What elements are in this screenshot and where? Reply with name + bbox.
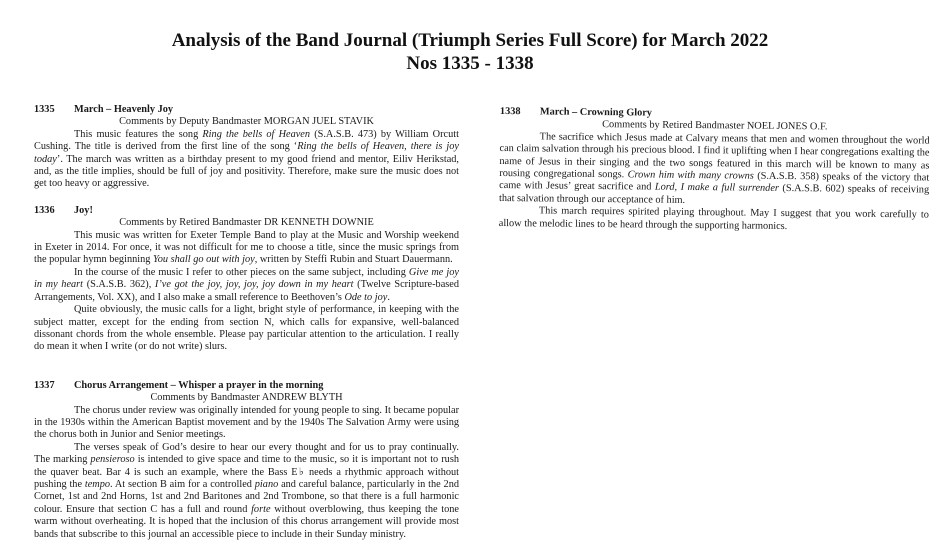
paragraph: The sacrifice which Jesus made at Calvary means that men and women throughout the world can claim salvation through his precious blood. I find it uplifting when I hear congregations exalting the name of Jesus in their singing and the two songs featured in this march will be known to many as rousing congregational songs. Crown him with many crowns (S.A.S.B. 358) speaks of the victory that came with Jesus’ great sacrifice and Lord, I make a full surrender (S.A.S.B. 602) speaks of receiving that salvation through our acceptance of him.: [498, 131, 930, 206]
section-heading: [34, 205, 459, 217]
section-number: 1337: [34, 379, 55, 391]
section-title: Joy!: [74, 204, 93, 216]
section-title: Chorus Arrangement – Whisper a prayer in the morning: [74, 379, 324, 391]
page-subtitle: Nos 1335 - 1338: [406, 53, 534, 74]
byline: Comments by Bandmaster ANDREW BLYTH: [150, 392, 343, 404]
paragraph: In the course of the music I refer to other pieces on the same subject, including Give me joy in my heart (S.A.S.B. 362), I’ve got the joy, joy, joy, joy down in my heart (Twelve Scripture-based Arrangements, Vol. XX), and I also make a small reference to Beethoven’s Ode to joy.: [34, 266, 459, 303]
left-column: [34, 104, 459, 555]
right-column: [499, 106, 930, 249]
section-number: 1338: [499, 106, 521, 118]
section-1336: [34, 205, 459, 354]
section-number: 1336: [34, 204, 55, 216]
section-1338: [499, 106, 930, 235]
paragraph: This march requires spirited playing throughout. May I suggest that you work carefully to allow the melodic lines to be heard through the supporting harmonics.: [498, 205, 929, 232]
section-heading: [34, 104, 459, 116]
section-number: 1335: [34, 104, 55, 115]
section-title: March – Heavenly Joy: [74, 104, 174, 115]
section-1335: [34, 104, 459, 191]
byline: Comments by Retired Bandmaster NOEL JONES O.F.: [602, 119, 828, 133]
section-heading: [34, 380, 459, 392]
paragraph: Quite obviously, the music calls for a light, bright style of performance, in keeping with the subject matter, except for the ending from section N, which calls for expansive, well-balanced dissonant chords from the whole ensemble. Please pay particular attention to the articulation. I really do mean it when I write (or do not write) slurs.: [34, 304, 459, 353]
byline: Comments by Deputy Bandmaster MORGAN JUEL STAVIK: [119, 116, 374, 128]
section-title: March – Crowning Glory: [539, 106, 653, 119]
byline: Comments by Retired Bandmaster DR KENNETH DOWNIE: [119, 217, 374, 229]
paragraph: The chorus under review was originally intended for young people to sing. It became popular in the 1930s within the American Baptist movement and by the 1940s The Salvation Army were using the chorus both in Junior and Senior meetings.: [34, 404, 459, 441]
paragraph: This music features the song Ring the bells of Heaven (S.A.S.B. 473) by William Orcutt Cushing. The title is derived from the first line of the song ‘Ring the bells of Heaven, there is joy today’. The march was written as a birthday present to my good friend and mentor, Eiliv Herikstad, and, as the title implies, should be full of joy and positivity. Therefore, make sure the music does not get too heavy or aggressive.: [34, 128, 459, 190]
paragraph: This music was written for Exeter Temple Band to play at the Music and Worship weekend in Exeter in 2014. For once, it was not difficult for me to choose a title, since the music springs from the popular hymn beginning You shall go out with joy, written by Steffi Rubin and Stuart Dauermann.: [34, 229, 459, 266]
page-title: Analysis of the Band Journal (Triumph Series Full Score) for March 2022: [171, 30, 769, 51]
paragraph: The verses speak of God’s desire to hear our every thought and for us to pray continually. The marking pensieroso is intended to give space and time to the music, so it is important not to rush the quaver beat. Bar 4 is such an example, where the Bass E♭ needs a rhythmic approach without pushing the tempo. At section B aim for a controlled piano and careful balance, particularly in the 2nd Cornet, 1st and 2nd Horns, 1st and 2nd Baritones and 2nd Trombone, so that there is a full harmonic colour. Ensure that section C has a full and round forte without overblowing, thus keeping the tone warm without overheating. It is hoped that the inclusion of this chorus arrangement will provide most bands that subscribe to this journal an accessible piece to include in their Sunday ministry.: [34, 441, 460, 540]
section-1337: [34, 380, 459, 541]
